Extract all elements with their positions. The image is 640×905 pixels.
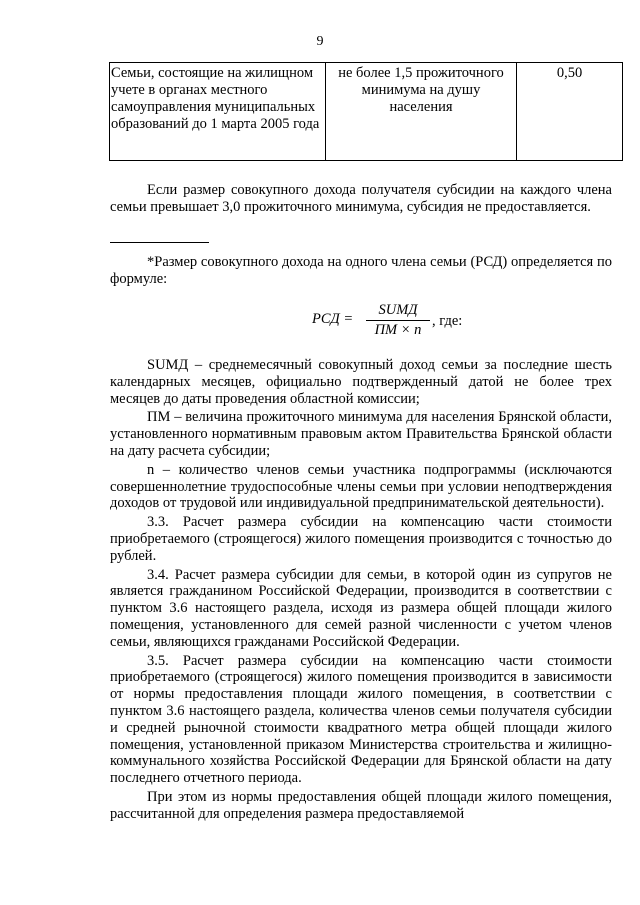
definition-pm: ПМ – величина прожиточного минимума для населения Брянской области, установленного нормативным правовым актом Правительства Брянской области на дату расчета субсидии; xyxy=(110,409,612,459)
income-limit-paragraph: Если размер совокупного дохода получателя субсидии на каждого члена семьи превышает 3,0 прожиточного минимума, субсидия не предоставляется. xyxy=(110,182,612,215)
formula-fraction xyxy=(366,302,430,339)
definition-sumd: SUMД – среднемесячный совокупный доход семьи за последние шесть календарных месяцев, официально подтвержденный датой не более трех месяцев до даты проведения областной комиссии; xyxy=(110,357,612,407)
definition-n: n – количество членов семьи участника подпрограммы (исключаются совершеннолетние трудоспособные члены семьи при условии неподтверждения доходов от трудовой или индивидуальной предпринимательской деятельности). xyxy=(110,461,612,512)
formula-tail: , где: xyxy=(432,313,463,329)
eligibility-table xyxy=(109,62,623,161)
page-number: 9 xyxy=(316,34,324,49)
section-3-4: 3.4. Расчет размера субсидии для семьи, в которой один из супругов не является гражданином Российской Федерации, производится в соответствии с пунктом 3.6 настоящего раздела, исходя из размера общей площади жилого помещения, установленного для семей разной численности с учетом членов семьи, являющихся гражданами Российской Федерации. xyxy=(110,566,612,650)
footnote-paragraph: *Размер совокупного дохода на одного члена семьи (РСД) определяется по формуле: xyxy=(110,254,612,287)
category-cell: Семьи, состоящие на жилищном учете в органах местного самоуправления муниципальных образований до 1 марта 2005 года xyxy=(110,63,326,161)
section-3-3: 3.3. Расчет размера субсидии на компенсацию части стоимости приобретаемого (строящегося) жилого помещения производится с точностью до рублей. xyxy=(110,514,612,564)
table-row xyxy=(110,63,623,161)
formula-numerator: SUMД xyxy=(366,302,430,321)
continuation-paragraph: При этом из нормы предоставления общей площади жилого помещения, рассчитанной для определения размера предоставляемой xyxy=(110,788,612,822)
body-text xyxy=(110,357,612,823)
formula-denominator: ПМ × n xyxy=(374,322,422,338)
section-3-5: 3.5. Расчет размера субсидии на компенсацию части стоимости приобретаемого (строящегося) жилого помещения производится в зависимости от нормы предоставления площади жилого помещения, в соответствии с пунктом 3.6 настоящего раздела, количества членов семьи получателя субсидии и средней рыночной стоимости квадратного метра общей площади жилого помещения, установленной приказом Министерства строительства и жилищно-коммунального хозяйства Российской Федерации для Брянской области на дату последнего отчетного периода. xyxy=(110,652,612,787)
footnote-divider xyxy=(110,242,209,243)
formula-lhs: РСД = xyxy=(312,311,354,327)
income-limit-cell: не более 1,5 прожиточного минимума на душу населения xyxy=(326,63,517,161)
coefficient-cell: 0,50 xyxy=(517,63,623,161)
